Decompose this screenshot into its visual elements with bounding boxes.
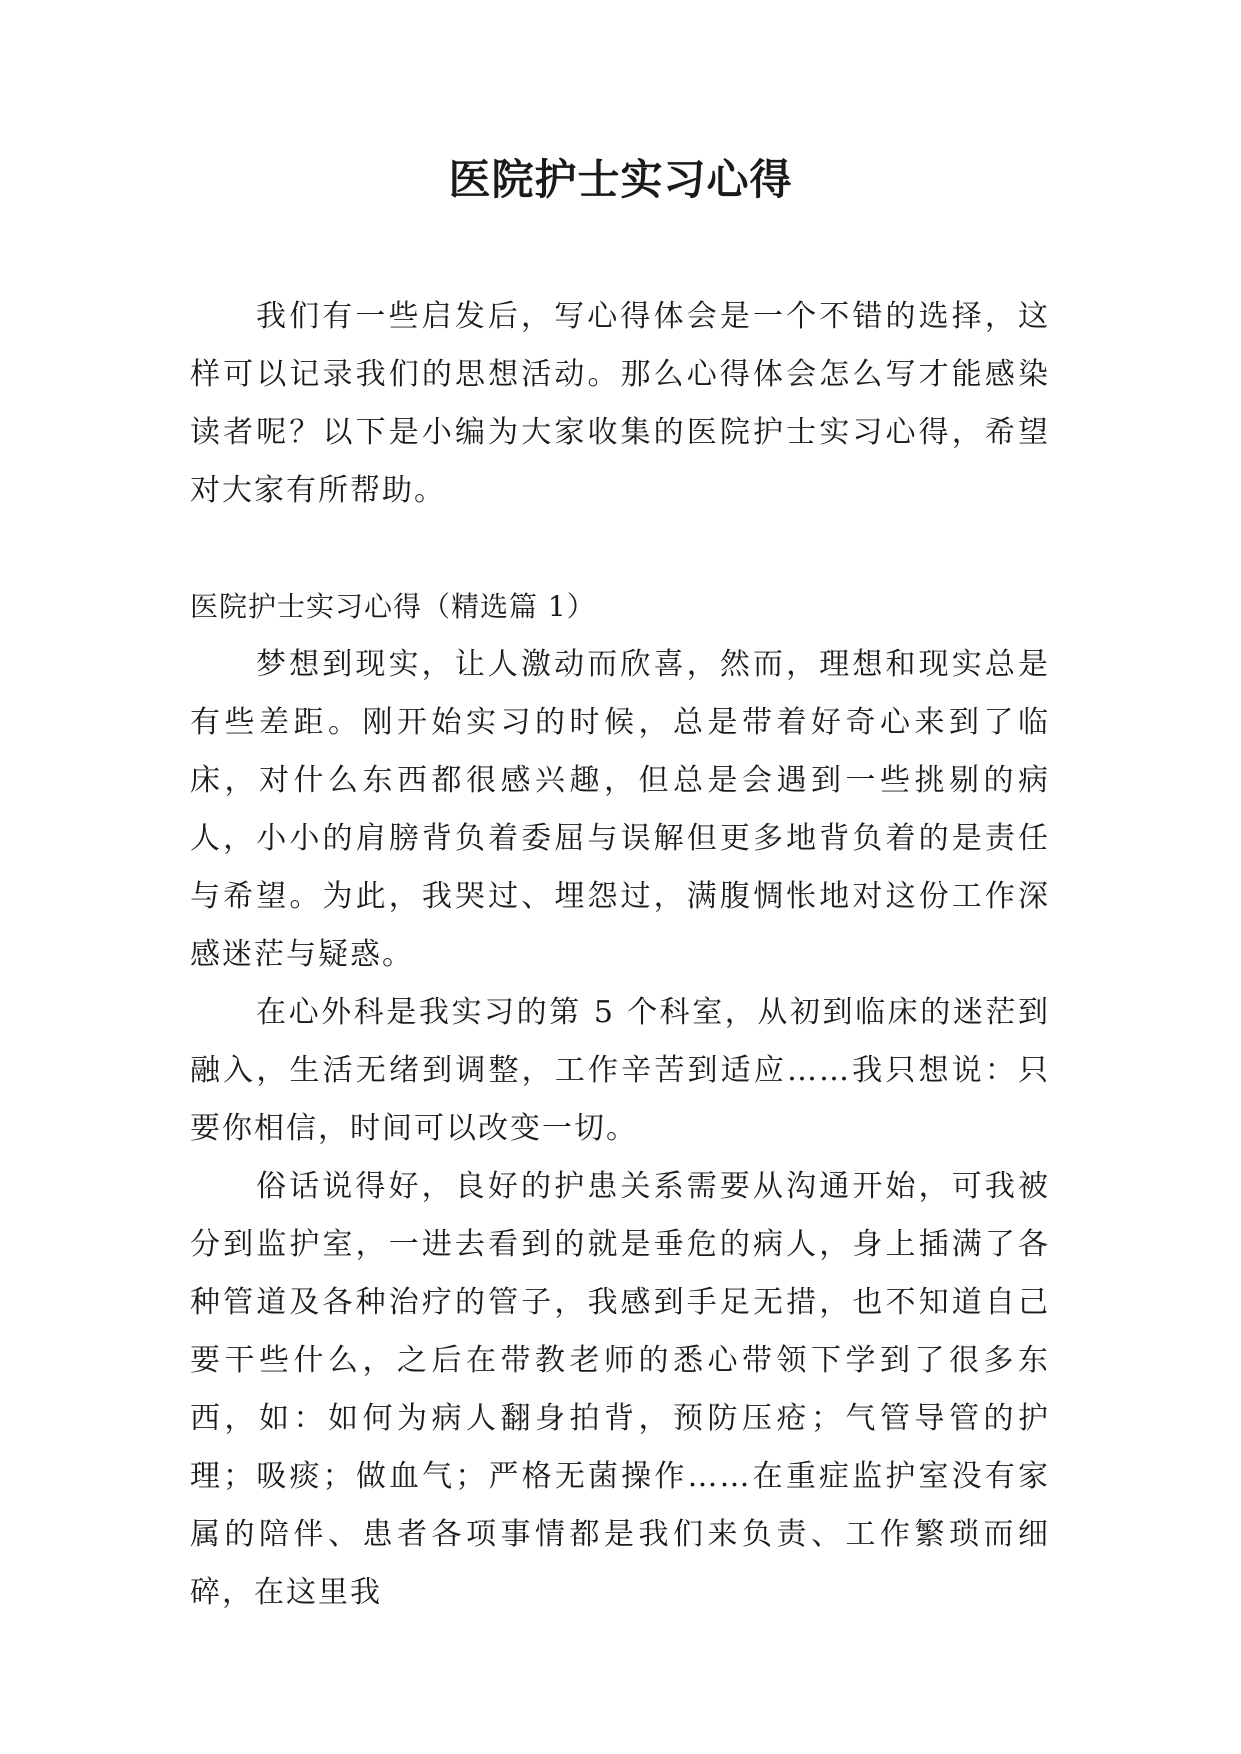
- body-paragraph-2: 在心外科是我实习的第 5 个科室，从初到临床的迷茫到融入，生活无绪到调整，工作辛苦到适应……我只想说：只要你相信，时间可以改变一切。: [190, 995, 1050, 1146]
- document-title: 医院护士实习心得: [448, 155, 793, 204]
- body-paragraph-3: 俗话说得好，良好的护患关系需要从沟通开始，可我被分到监护室，一进去看到的就是垂危的病人，身上插满了各种管道及各种治疗的管子，我感到手足无措，也不知道自己要干些什么，之后在带教老师的悉心带领下学到了很多东西，如：如何为病人翻身拍背，预防压疮；气管导管的护理；吸痰；做血气；严格无菌操作……在重症监护室没有家属的陪伴、患者各项事情都是我们来负责、工作繁琐而细碎，在这里我: [190, 1169, 1050, 1610]
- intro-paragraph: 我们有一些启发后，写心得体会是一个不错的选择，这样可以记录我们的思想活动。那么心得体会怎么写才能感染读者呢？以下是小编为大家收集的医院护士实习心得，希望对大家有所帮助。: [190, 299, 1050, 508]
- section-heading: 医院护士实习心得（精选篇 1）: [190, 590, 596, 623]
- document-body: [190, 288, 1050, 1622]
- body-paragraph-1: 梦想到现实，让人激动而欣喜，然而，理想和现实总是有些差距。刚开始实习的时候，总是带着好奇心来到了临床，对什么东西都很感兴趣，但总是会遇到一些挑剔的病人，小小的肩膀背负着委屈与误解但更多地背负着的是责任与希望。为此，我哭过、埋怨过，满腹惆怅地对这份工作深感迷茫与疑惑。: [190, 647, 1050, 972]
